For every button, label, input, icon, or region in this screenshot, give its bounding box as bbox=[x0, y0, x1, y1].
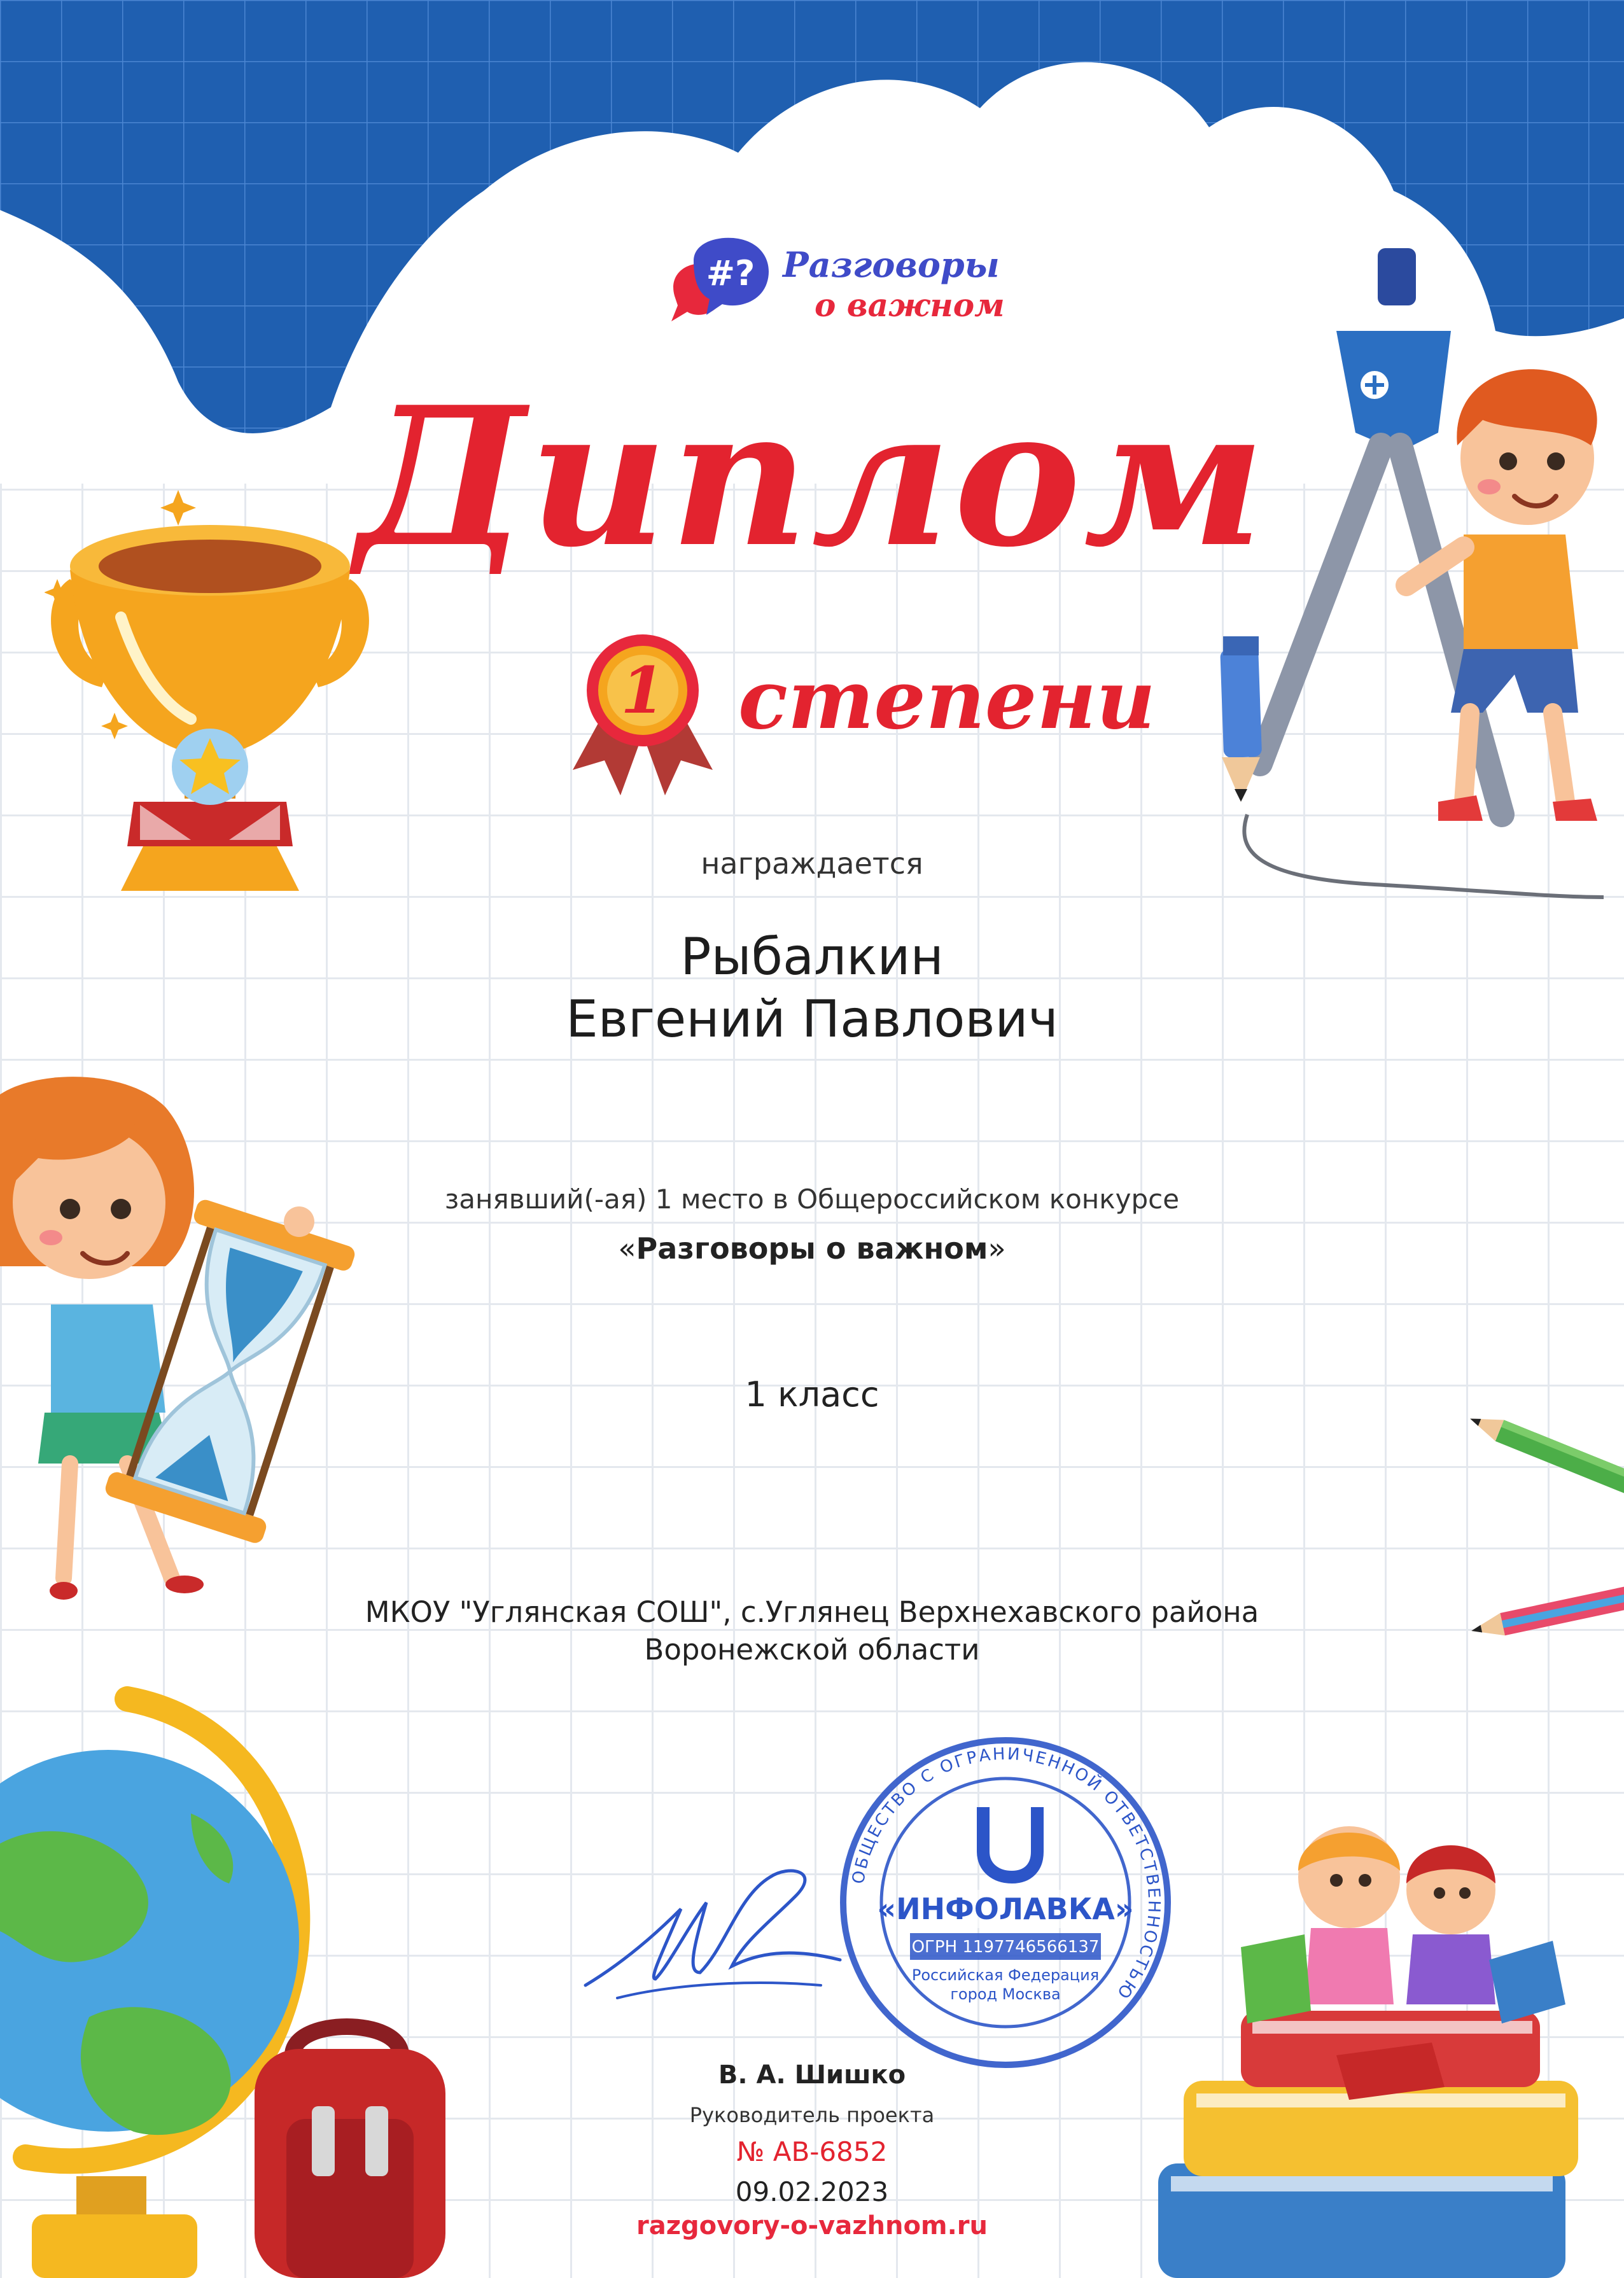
degree-number: 1 bbox=[620, 653, 665, 728]
stamp-org-name: «ИНФОЛАВКА» bbox=[877, 1892, 1134, 1926]
website-link[interactable]: razgovory-o-vazhnom.ru bbox=[636, 2211, 988, 2240]
girl-with-hourglass-illustration bbox=[0, 1056, 356, 1616]
diploma-title: Диплом bbox=[356, 365, 1268, 589]
signature-icon bbox=[579, 1858, 846, 2011]
school-line2: Воронежской области bbox=[644, 1632, 980, 1667]
grade-label: 1 класс bbox=[745, 1374, 879, 1415]
contest-name: Разговоры о важном bbox=[636, 1231, 988, 1266]
logo-title-line1: Разговоры bbox=[783, 244, 1000, 285]
stamp-ogrn: ОГРН 1197746566137 bbox=[911, 1938, 1100, 1957]
signer-role: Руководитель проекта bbox=[689, 2103, 935, 2127]
project-logo bbox=[662, 235, 1018, 337]
recipient-last-name: Рыбалкин bbox=[680, 927, 944, 986]
award-reason: занявший(-ая) 1 место в Общероссийском конкурсе bbox=[444, 1184, 1180, 1215]
organization-stamp bbox=[834, 1731, 1177, 2074]
boy-with-compass-illustration bbox=[1184, 242, 1604, 904]
signer-name: В. А. Шишко bbox=[718, 2060, 906, 2090]
stamp-ring-text: ОБЩЕСТВО С ОГРАНИЧЕННОЙ ОТВЕТСТВЕННОСТЬЮ bbox=[848, 1744, 1164, 2004]
contest-close-quote: » bbox=[988, 1231, 1006, 1266]
document-number: № АВ-6852 bbox=[736, 2136, 888, 2167]
stamp-city: город Москва bbox=[950, 1985, 1061, 2003]
contest-open-quote: « bbox=[618, 1231, 636, 1266]
school-line1: МКОУ "Углянская СОШ", с.Углянец Верхнехавского района bbox=[365, 1595, 1259, 1629]
recipient-first-middle-name: Евгений Павлович bbox=[566, 989, 1058, 1049]
medal-icon bbox=[560, 630, 725, 802]
recipient-name bbox=[0, 926, 1624, 1050]
document-date: 09.02.2023 bbox=[735, 2176, 889, 2207]
degree-word: степени bbox=[738, 652, 1156, 748]
logo-mark: #? bbox=[706, 253, 755, 293]
logo-title-line2: о важном bbox=[815, 286, 1005, 324]
awarded-label: награждается bbox=[701, 846, 923, 881]
school-info bbox=[0, 1594, 1624, 1668]
stamp-country: Российская Федерация bbox=[911, 1966, 1100, 1984]
contest-name-line bbox=[0, 1231, 1624, 1266]
speech-bubbles-icon bbox=[662, 235, 776, 337]
